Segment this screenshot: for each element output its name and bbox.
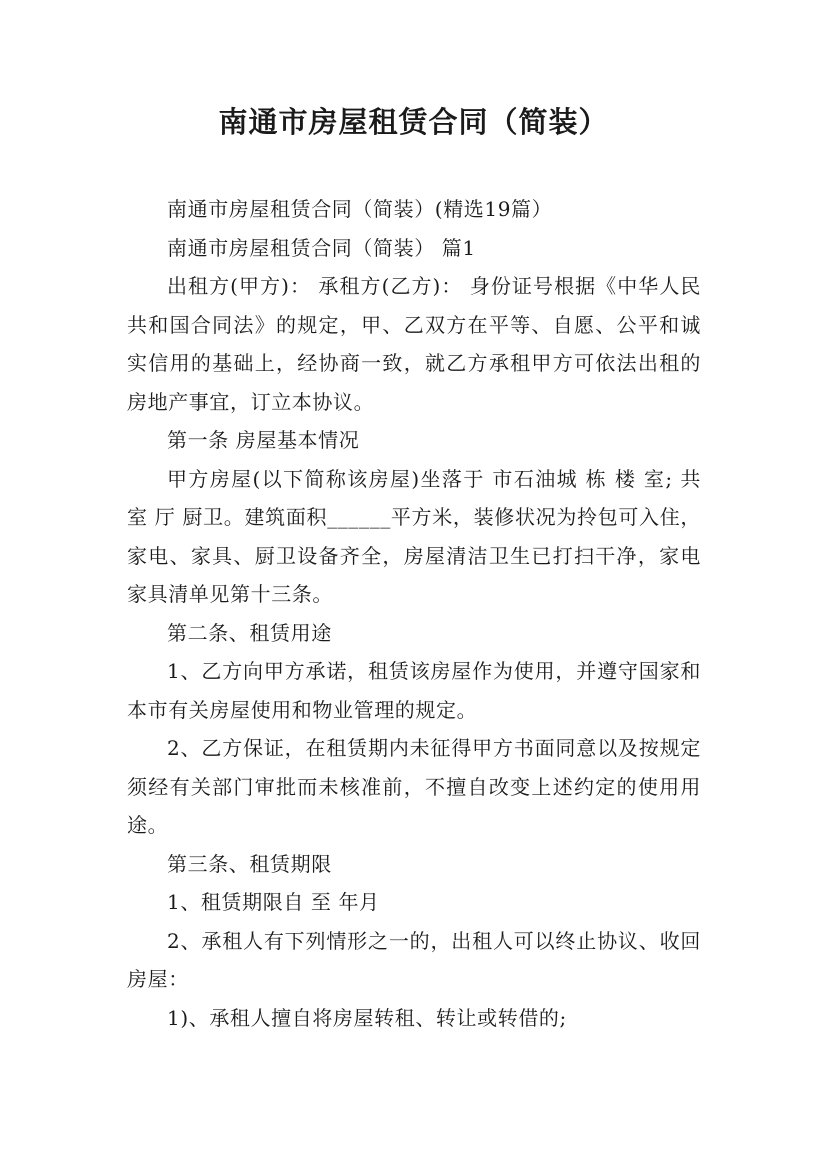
usage-clause-2: 2、乙方保证，在租赁期内未征得甲方书面同意以及按规定须经有关部门审批而未核准前，不擅自改变上述约定的使用用途。 [127,736,701,837]
term-clause-1: 1、租赁期限自 至 年月 [167,890,380,914]
term-clause-2: 2、承租人有下列情形之一的，出租人可以终止协议、收回房屋： [127,928,701,991]
section-heading-3: 第三条、租赁期限 [167,851,332,876]
section-heading-2: 第二条、租赁用途 [167,620,332,645]
section-heading-1: 第一条 房屋基本情况 [167,428,360,452]
intro-line: 南通市房屋租赁合同（简装）(精选19篇） [167,197,553,221]
parties-paragraph: 出租方(甲方)： 承租方(乙方)： 身份证号根据《中华人民共和国合同法》的规定，甲、乙双方在平等、自愿、公平和诚实信用的基础上，经协商一致，就乙方承租甲方可依法出租的房地产事宜，订立本协议。 [127,274,701,414]
house-info-paragraph: 甲方房屋(以下简称该房屋)坐落于 市石油城 栋 楼 室; 共 室 厅 厨卫。建筑面积______平方米，装修状况为拎包可入住，家电、家具、厨卫设备齐全，房屋清洁卫生已打扫干净，家电家具清单见第十三条。 [127,466,701,606]
term-clause-2-item-1: 1)、承租人擅自将房屋转租、转让或转借的; [167,1005,567,1030]
document-title: 南通市房屋租赁合同（简装） [218,105,609,139]
article-heading: 南通市房屋租赁合同（简装） 篇1 [167,235,476,260]
usage-clause-1: 1、乙方向甲方承诺，租赁该房屋作为使用，并遵守国家和本市有关房屋使用和物业管理的规定。 [127,659,701,722]
document-body [127,190,701,1037]
